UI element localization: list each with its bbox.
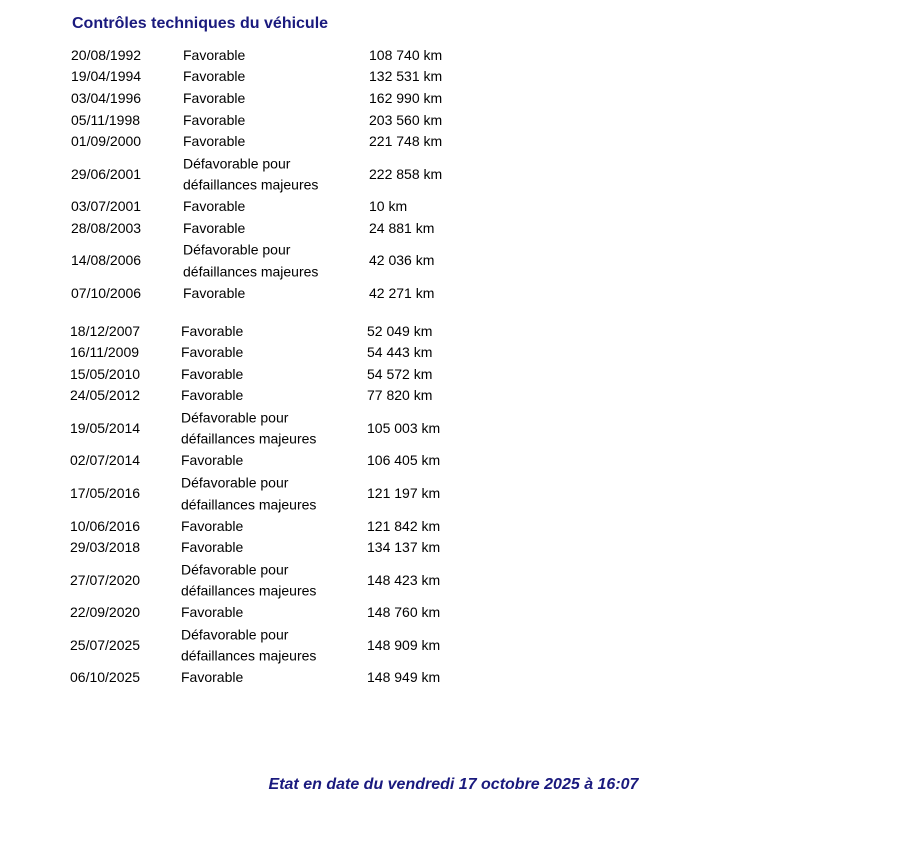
inspection-date: 29/03/2018 — [70, 539, 141, 556]
inspection-row — [0, 218, 600, 240]
inspection-mileage: 42 271 km — [369, 285, 435, 302]
inspection-result: Favorable — [181, 539, 244, 556]
inspection-date: 25/07/2025 — [70, 636, 141, 653]
inspection-result: Défavorable pour défaillances majeures — [181, 474, 317, 512]
inspection-date: 24/05/2012 — [70, 387, 141, 404]
inspection-date: 19/05/2014 — [70, 420, 141, 437]
inspection-mileage: 24 881 km — [369, 220, 435, 237]
inspection-mileage: 203 560 km — [369, 111, 443, 128]
inspection-mileage: 162 990 km — [369, 90, 443, 107]
inspection-row — [0, 668, 600, 690]
inspection-result: Favorable — [181, 452, 244, 469]
inspection-result: Favorable — [183, 133, 246, 150]
page-title: Contrôles techniques du véhicule — [72, 15, 329, 32]
inspection-date: 10/06/2016 — [70, 517, 141, 534]
status-date-footer: Etat en date du vendredi 17 octobre 2025 à 16:07 — [268, 776, 639, 793]
inspection-mileage: 42 036 km — [369, 252, 435, 269]
inspection-date: 05/11/1998 — [71, 111, 141, 128]
inspection-result: Favorable — [183, 220, 246, 237]
inspection-mileage: 132 531 km — [369, 68, 443, 85]
inspection-list — [0, 45, 600, 689]
inspection-mileage: 148 760 km — [367, 604, 441, 621]
inspection-result: Défavorable pour défaillances majeures — [181, 409, 317, 447]
inspection-date: 17/05/2016 — [70, 485, 141, 502]
inspection-row — [0, 516, 600, 538]
inspection-row — [0, 283, 600, 305]
inspection-row — [0, 131, 600, 153]
inspection-row — [0, 472, 600, 516]
inspection-row — [0, 559, 600, 603]
inspection-mileage: 77 820 km — [367, 387, 433, 404]
inspection-date: 18/12/2007 — [70, 322, 141, 339]
inspection-result: Défavorable pour défaillances majeures — [183, 241, 319, 280]
inspection-result: Favorable — [183, 47, 246, 63]
inspection-date: 20/08/1992 — [71, 47, 142, 63]
inspection-mileage: 52 049 km — [367, 322, 433, 339]
inspection-mileage: 121 197 km — [367, 485, 441, 502]
inspection-result: Favorable — [181, 322, 244, 339]
inspection-result: Favorable — [181, 669, 244, 686]
inspection-mileage: 221 748 km — [369, 133, 443, 150]
inspection-mileage: 54 572 km — [367, 365, 433, 382]
inspection-result: Défavorable pour défaillances majeures — [181, 626, 317, 664]
inspection-mileage: 108 740 km — [369, 47, 443, 63]
inspection-row — [0, 342, 600, 364]
inspection-result: Défavorable pour défaillances majeures — [181, 561, 317, 599]
inspection-date: 15/05/2010 — [70, 365, 141, 382]
inspection-row — [0, 153, 600, 197]
inspection-mileage: 10 km — [369, 198, 408, 215]
inspection-date: 27/07/2020 — [70, 571, 141, 588]
inspection-row — [0, 537, 600, 559]
inspection-result: Favorable — [183, 111, 246, 128]
inspection-result: Favorable — [183, 198, 246, 215]
inspection-mileage: 106 405 km — [367, 452, 441, 469]
inspection-mileage: 54 443 km — [367, 344, 433, 361]
inspection-date: 03/07/2001 — [71, 198, 142, 215]
inspection-result: Favorable — [181, 604, 244, 621]
inspection-row — [0, 321, 600, 343]
inspection-block-1 — [0, 45, 600, 305]
inspection-result: Favorable — [183, 68, 246, 85]
inspection-date: 19/04/1994 — [71, 68, 142, 85]
inspection-mileage: 134 137 km — [367, 539, 441, 556]
inspection-row — [0, 240, 600, 284]
inspection-row — [0, 67, 600, 89]
inspection-date: 16/11/2009 — [70, 344, 140, 361]
inspection-date: 02/07/2014 — [70, 452, 141, 469]
inspection-mileage: 148 909 km — [367, 636, 441, 653]
inspection-mileage: 148 949 km — [367, 669, 441, 686]
inspection-date: 28/08/2003 — [71, 220, 142, 237]
inspection-mileage: 148 423 km — [367, 571, 441, 588]
inspection-result: Favorable — [181, 387, 244, 404]
inspection-date: 29/06/2001 — [71, 165, 142, 182]
inspection-row — [0, 386, 600, 408]
inspection-date: 03/04/1996 — [71, 90, 142, 107]
inspection-result: Favorable — [181, 517, 244, 534]
inspection-date: 22/09/2020 — [70, 604, 141, 621]
inspection-mileage: 222 858 km — [369, 165, 443, 182]
inspection-row — [0, 624, 600, 668]
block-spacer — [0, 305, 600, 321]
inspection-row — [0, 88, 600, 110]
inspection-result: Favorable — [181, 365, 244, 382]
inspection-result: Favorable — [181, 344, 244, 361]
inspection-result: Défavorable pour défaillances majeures — [183, 155, 319, 193]
inspection-row — [0, 196, 600, 218]
inspection-row — [0, 364, 600, 386]
inspection-result: Favorable — [183, 285, 246, 302]
inspection-row — [0, 110, 600, 132]
inspection-mileage: 121 842 km — [367, 517, 441, 534]
inspection-row — [0, 407, 600, 451]
inspection-date: 14/08/2006 — [71, 252, 142, 269]
inspection-row — [0, 451, 600, 473]
inspection-date: 01/09/2000 — [71, 133, 142, 150]
inspection-row — [0, 602, 600, 624]
inspection-mileage: 105 003 km — [367, 420, 441, 437]
inspection-block-2 — [0, 321, 600, 689]
inspection-result: Favorable — [183, 90, 246, 107]
inspection-row — [0, 45, 600, 67]
inspection-date: 06/10/2025 — [70, 669, 141, 686]
inspection-date: 07/10/2006 — [71, 285, 142, 302]
